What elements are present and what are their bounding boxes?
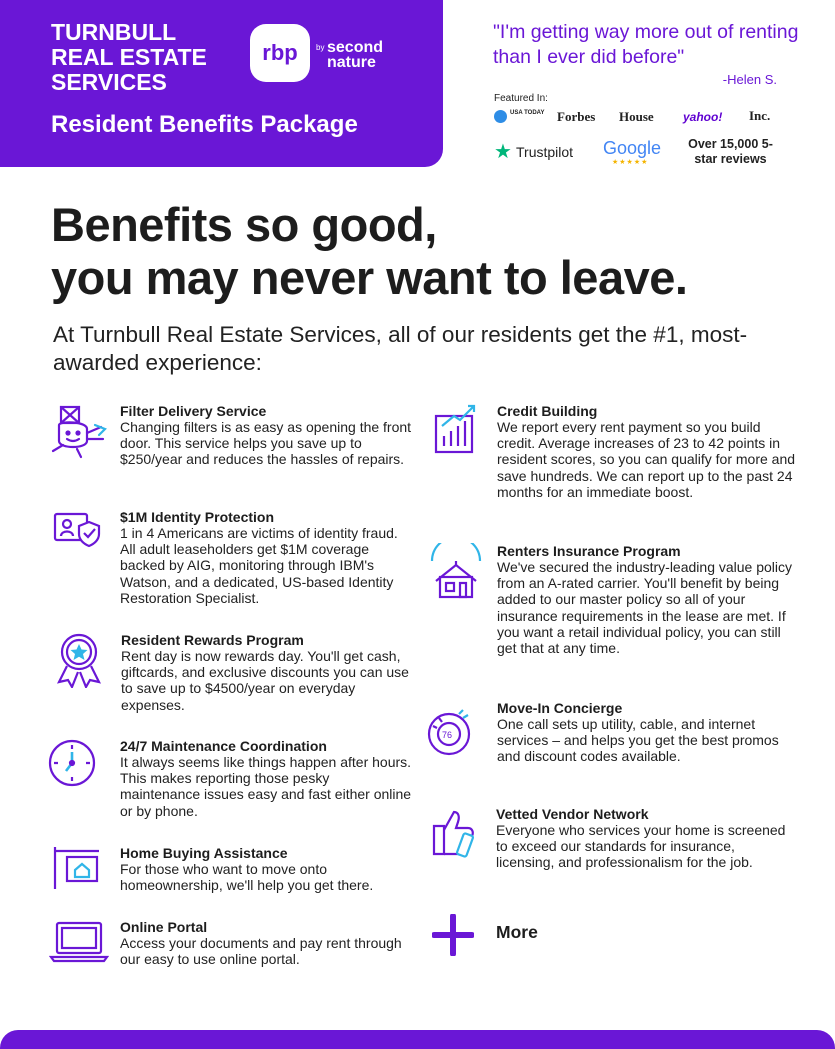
svg-text:76: 76 [442,730,453,740]
benefit-title: Filter Delivery Service [120,403,267,419]
google-logo: Google [603,138,662,158]
benefit-description: 1 in 4 Americans are victims of identity fraud. All adult leaseholders get $1M coverage backed by AIG, monitoring through IBM's Watson, and a dedicated, US-based Identity Restoration Specialist. [120,525,398,606]
headline-line-2: you may never want to leave. [51,251,688,304]
filter-delivery-icon [47,403,113,461]
laptop-icon [49,919,109,963]
more-link[interactable] [496,922,596,942]
benefit-vendor-network [496,806,796,871]
company-name: TURNBULL REAL ESTATE SERVICES [51,19,207,95]
benefit-title: Resident Rewards Program [121,632,304,648]
benefit-identity-protection [120,509,415,606]
benefit-description: Everyone who services your home is screened to exceed our standards for insurance, licensing, and professionalism for the job. [496,822,786,871]
rbp-logo: rbp [250,24,310,82]
testimonial-quote: "I'm getting way more out of renting than I ever did before" [493,21,799,68]
benefit-description: We've secured the industry-leading value policy from an A-rated carrier. You'll benefit by being added to our master policy so all of your insurance requirements in the lease are met. If you want a retail individual policy, you can still get that at any time. [497,559,793,657]
featured-label: Featured In: [494,93,548,104]
benefit-title: Vetted Vendor Network [496,806,649,822]
clock-icon [47,738,97,788]
benefit-credit-building [497,403,797,500]
benefit-resident-rewards [121,632,411,713]
benefit-title: Online Portal [120,919,208,935]
house-insurance-icon [428,543,484,601]
benefit-description: Rent day is now rewards day. You'll get cash, giftcards, and exclusive discounts you can use to save up to $4500/year on everyday expenses. [121,648,409,713]
house-logo: House [619,109,654,124]
benefit-filter-delivery [120,403,415,468]
inc-logo: Inc. [749,108,771,123]
benefit-description: Changing filters is as easy as opening the front door. This service helps you save up to $250/year and reduces the hassles of repairs. [120,419,412,468]
trustpilot-star-icon: ★ [494,139,512,163]
benefit-home-buying [120,845,415,893]
benefit-description: It always seems like things happen after hours. This makes reporting those pesky maintenance issues easy and fast either online or by phone. [120,754,412,819]
benefit-move-in-concierge [497,700,797,765]
benefit-title: Renters Insurance Program [497,543,681,559]
intro-text: At Turnbull Real Estate Services, all of our residents get the #1, most-awarded experience: [53,322,748,375]
benefit-maintenance [120,738,412,819]
benefit-renters-insurance [497,543,797,656]
thumbs-up-icon [428,804,478,862]
benefit-title: Move-In Concierge [497,700,623,716]
headline [51,198,811,304]
footer-bar [0,1030,835,1049]
headline-line-1: Benefits so good, [51,198,437,251]
reviews-count: Over 15,000 5-star reviews [688,137,773,166]
partner-logo: second nature [327,39,384,71]
benefit-description: One call sets up utility, cable, and internet services – and helps you get the best promos and discount codes available. [497,716,779,765]
rbp-by-label: by [316,43,325,52]
benefit-online-portal [120,919,410,967]
home-sign-icon [51,845,103,891]
header-panel [0,0,443,167]
benefit-description: Access your documents and pay rent through our easy to use online portal. [120,935,402,968]
identity-protection-icon [53,510,103,550]
rewards-ribbon-icon [55,632,103,688]
trustpilot-logo: Trustpilot [516,144,574,160]
more-label[interactable]: More [496,922,538,942]
benefit-title: $1M Identity Protection [120,509,275,525]
benefit-title: 24/7 Maintenance Coordination [120,738,327,754]
usa-today-icon [494,110,507,123]
yahoo-logo: yahoo! [683,110,723,124]
testimonial-author: -Helen S. [722,72,777,87]
google-rating-stars: ★★★★★ [612,158,649,166]
credit-chart-icon [434,404,478,454]
benefit-description: We report every rent payment so you build credit. Average increases of 23 to 42 points in resident scores, so you can qualify for more and save hundreds. We can report up to the past 24 months for an immediate boost. [497,419,796,500]
benefit-title: Home Buying Assistance [120,845,288,861]
benefit-title: Credit Building [497,403,598,419]
package-title: Resident Benefits Package [51,111,358,138]
plus-icon[interactable] [432,914,474,956]
concierge-dial-icon [425,708,473,756]
benefit-description: For those who want to move onto homeownership, we'll help you get there. [120,861,374,894]
usa-today-logo: USA TODAY [510,110,545,116]
forbes-logo: Forbes [557,109,596,124]
